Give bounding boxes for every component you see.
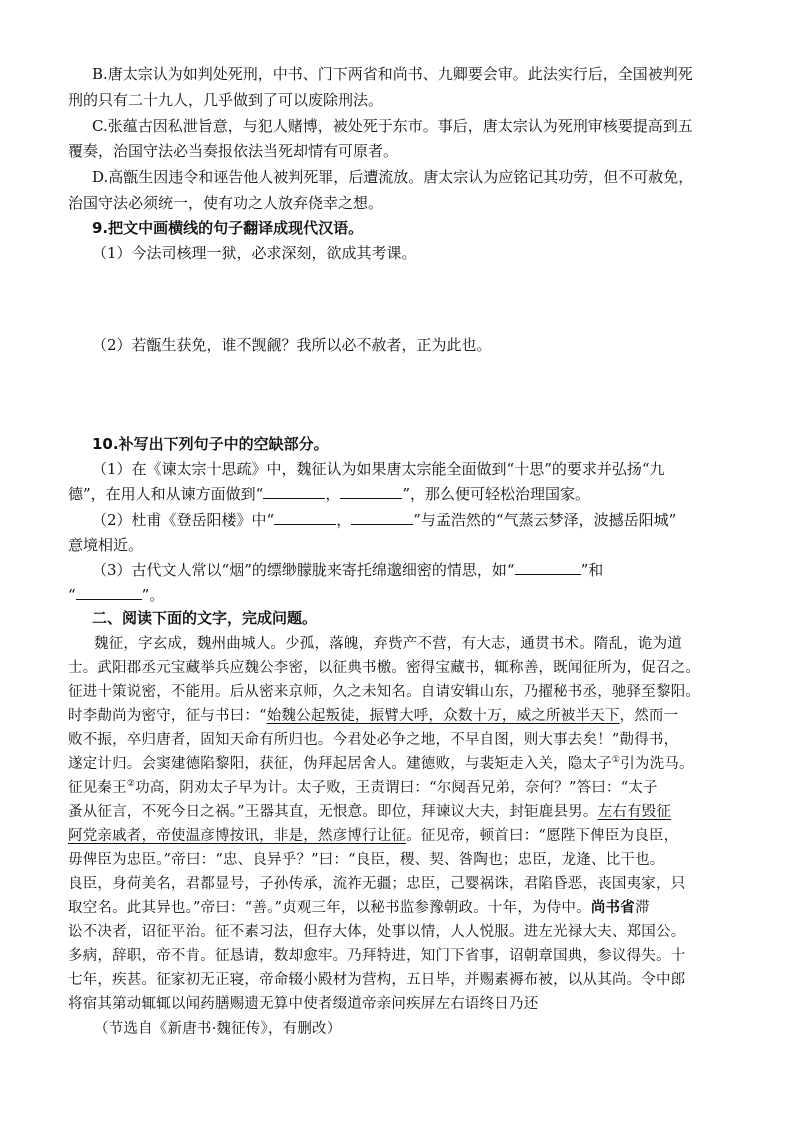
underlined-sentence-2-part-1: 左右有毁征 — [597, 804, 672, 820]
passage-line-9 — [68, 824, 678, 848]
question-10-item-2-line-1 — [92, 510, 676, 530]
passage-line-11: 良臣，身荷美名，君都显号，子孙传承，流祚无疆；忠臣，己婴祸诛，君陷昏恶，丧国夷家，只 — [68, 876, 686, 892]
passage-line-4-post: ，然而一 — [619, 708, 679, 724]
option-d-line-2: 治国守法必须统一，使有功之人放弃侥幸之想。 — [68, 194, 384, 212]
item-3-open-quote: “ — [68, 586, 76, 604]
item-3-prefix: （3）古代文人常以“烟”的缥缈朦胧来寄托绵邈细密的情思，如“ — [92, 561, 515, 579]
question-10-item-3-line-2 — [68, 585, 164, 605]
question-10-item-1-line-2 — [68, 484, 590, 504]
passage-line-12-pre: 取空名。此其异也。”帝曰：“善。”贞观三年，以秘书监参豫朝政。十年，为侍中。 — [68, 900, 591, 916]
underlined-sentence-2-part-2: 阿党亲戚者，帝使温彦博按讯，非是，然彦博行让征 — [68, 828, 407, 844]
passage-line-7-pre: 征见秦王 — [68, 780, 127, 796]
item-1-prefix: 德”，在用人和从谏方面做到“ — [68, 485, 264, 503]
fill-blank-6[interactable] — [76, 585, 142, 600]
option-b-line-2: 刑的只有二十九人，几乎做到了可以废除刑法。 — [68, 91, 384, 109]
passage-line-9-post: 。征见帝，顿首曰：“愿陛下俾臣为良臣， — [406, 828, 679, 844]
passage-line-12 — [68, 896, 650, 920]
underlined-sentence-1: 始魏公起叛徒，振臂大呼，众数十万，威之所被半天下 — [266, 708, 620, 724]
passage-line-13: 讼不决者，诏征平治。征不素习法，但存大体，处事以情，人人悦服。进左光禄大夫、郑国公。 — [68, 924, 686, 940]
bold-term: 尚书省 — [590, 900, 635, 916]
option-d-line-1: D.高甑生因违令和诬告他人被判死罪，后遭流放。唐太宗认为应铭记其功劳，但不可赦免， — [92, 168, 694, 186]
passage-line-5: 败不振，卒归唐者，固知天命有所归也。今君处必争之地，不早自图，则大事去矣！”勣得书， — [68, 732, 679, 748]
option-b-line-1: B.唐太宗认为如判处死刑，中书、门下两省和尚书、九卿要会审。此法实行后，全国被判死 — [92, 65, 693, 83]
fill-blank-1[interactable] — [263, 484, 325, 499]
passage-line-4 — [68, 704, 678, 728]
item-3-suffix: ”和 — [580, 561, 604, 579]
passage-line-3: 征进十策说密，不能用。后从密来京师，久之未知名。自请安辑山东，乃擢秘书丞，驰驿至黎阳。 — [68, 684, 701, 700]
footnote-marker-1: ① — [611, 755, 621, 766]
passage-line-15: 七年，疾甚。征家初无正寝，帝命辍小殿材为营构，五日毕，并赐素褥布被，以从其尚。令中郎 — [68, 972, 686, 988]
passage-source: （节选自《新唐书·魏征传》，有删改） — [94, 1021, 342, 1037]
question-10-item-1-line-1: （1）在《谏太宗十思疏》中，魏征认为如果唐太宗能全面做到“十思”的要求并弘扬“九 — [92, 460, 665, 478]
passage-line-6-post: 引为洗马。 — [620, 756, 694, 772]
item-2-prefix: （2）杜甫《登岳阳楼》中“ — [92, 511, 275, 529]
passage-line-6 — [68, 752, 694, 776]
passage-line-4-pre: 时李勣尚为密守，征与书曰：“ — [68, 708, 267, 724]
option-c-line-1: C.张蕴古因私泄旨意，与犯人赌博，被处死于东市。事后，唐太宗认为死刑审核要提高到五 — [92, 117, 693, 135]
question-10-item-3-line-1 — [92, 560, 603, 580]
option-c-line-2: 覆奏，治国守法必当奏报依法当死却情有可原者。 — [68, 142, 399, 160]
question-9-sentence-1: （1）今法司核理一狱，必求深刻，欲成其考课。 — [92, 244, 417, 262]
question-9-sentence-2: （2）若甑生获免，谁不觊觎？我所以必不赦者，正为此也。 — [92, 336, 492, 354]
passage-line-2: 士。武阳郡丞元宝藏举兵应魏公李密，以征典书檄。密得宝藏书，辄称善，既闻征所为，促召之。 — [68, 660, 701, 676]
item-2-suffix: ”与孟浩然的“气蒸云梦泽，波撼岳阳城” — [413, 511, 677, 529]
fill-blank-3[interactable] — [274, 510, 336, 525]
question-10-item-2-line-2: 意境相近。 — [68, 536, 144, 554]
passage-line-6-text: 遂定计归。会窦建德陷黎阳，获征，伪拜起居舍人。建德败，与裴矩走入关，隐太子 — [68, 756, 612, 772]
item-3-close: ”。 — [141, 586, 165, 604]
footnote-marker-2: ② — [126, 779, 136, 790]
passage-line-16: 将宿其第动辄辄以闻药膳赐遗无算中使者缀道帝亲问疾屏左右语终日乃还 — [68, 996, 539, 1012]
passage-line-10: 毋俾臣为忠臣。”帝曰：“忠、良异乎？”曰：“良臣，稷、契、咎陶也；忠臣，龙逄、比干也。 — [68, 852, 665, 868]
passage-line-8 — [68, 800, 671, 824]
section-2-title: 二、阅读下面的文字，完成问题。 — [92, 609, 318, 627]
passage-line-1: 魏征，字玄成，魏州曲城人。少孤，落魄，弃赀产不营，有大志，通贯书术。隋乱，诡为道 — [94, 636, 682, 652]
fill-blank-4[interactable] — [351, 510, 413, 525]
fill-blank-5[interactable] — [515, 560, 581, 575]
passage-line-12-post: 滞 — [634, 900, 650, 916]
question-10-title: 10.补写出下列句子中的空缺部分。 — [92, 435, 329, 453]
item-1-suffix: ”，那么便可轻松治理国家。 — [402, 485, 591, 503]
passage-line-8-pre: 蚤从征言，不死今日之祸。”王器其直，无恨意。即位，拜谏议大夫，封钜鹿县男。 — [68, 804, 598, 820]
passage-line-14: 多病，辞职，帝不肯。征恳请，数却愈牢。乃拜特进，知门下省事，诏朝章国典，参议得失。十 — [68, 948, 686, 964]
question-9-title: 9.把文中画横线的句子翻译成现代汉语。 — [92, 219, 364, 237]
item-2-separator: ， — [336, 511, 352, 529]
fill-blank-2[interactable] — [340, 484, 402, 499]
passage-line-7 — [68, 776, 658, 800]
passage-line-7-post: 功高，阴劝太子早为计。太子败，王责谓曰：“尔阋吾兄弟，奈何？”答曰：“太子 — [135, 780, 658, 796]
item-1-separator: ， — [325, 485, 341, 503]
